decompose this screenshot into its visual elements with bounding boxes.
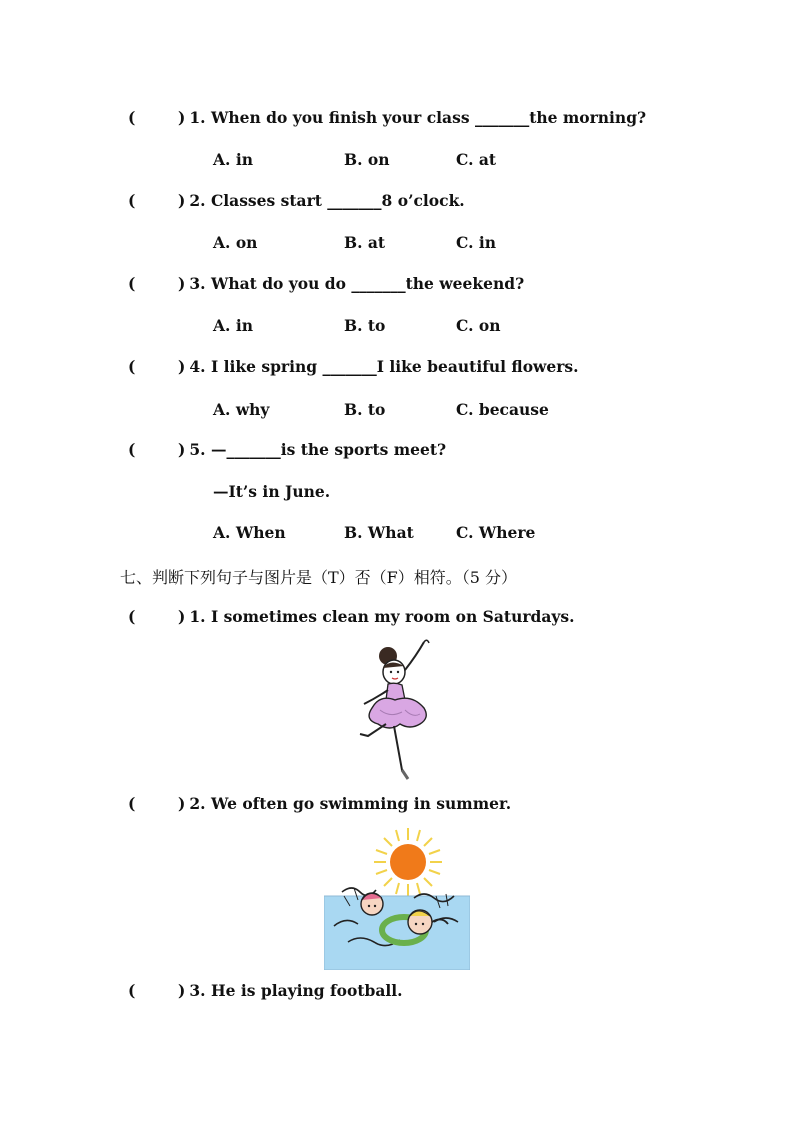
- question-text-post: the morning?: [529, 108, 647, 127]
- question-text: I sometimes clean my room on Saturdays.: [210, 607, 575, 626]
- answer-paren-close: ): [178, 794, 186, 813]
- question-text: He is playing football.: [210, 981, 403, 1000]
- option-a: A. in: [213, 316, 253, 335]
- question-number: 1.: [189, 607, 206, 626]
- question-text-pre: —: [210, 440, 227, 459]
- question-number: 4.: [189, 357, 206, 376]
- option-b: B. on: [344, 150, 390, 169]
- answer-paren-open: (: [128, 108, 136, 127]
- mc-question-4: [128, 357, 579, 376]
- question-blank: _______: [351, 274, 406, 293]
- question-number: 2.: [189, 191, 206, 210]
- mc-question-1: [128, 108, 646, 127]
- ballet-dancer-image: [350, 638, 440, 780]
- answer-paren-close: ): [178, 274, 186, 293]
- question-number: 2.: [189, 794, 206, 813]
- question-number: 1.: [189, 108, 206, 127]
- mc-question-2: [128, 191, 465, 210]
- question-text-post: is the sports meet?: [280, 440, 447, 459]
- question-blank: _______: [226, 440, 281, 459]
- option-b: B. What: [344, 523, 414, 542]
- answer-paren-open: (: [128, 191, 136, 210]
- ballet-dancer-icon: [350, 638, 440, 780]
- question-text-pre: When do you finish your class: [210, 108, 475, 127]
- section-title: 七、判断下列句子与图片是（T）否（F）相符。（5 分）: [120, 568, 518, 587]
- answer-paren-open: (: [128, 794, 136, 813]
- option-b: B. to: [344, 400, 386, 419]
- swimming-children-icon: [324, 826, 470, 970]
- option-a: A. When: [213, 523, 286, 542]
- question-text-pre: I like spring: [210, 357, 323, 376]
- option-c: C. at: [456, 150, 497, 169]
- mc-question-3: [128, 274, 524, 293]
- tf-question-3: [128, 981, 403, 1000]
- question-text-pre: What do you do: [210, 274, 352, 293]
- question-text-post: 8 o’clock.: [381, 191, 465, 210]
- dialogue-answer: —It’s in June.: [213, 482, 331, 501]
- answer-paren-close: ): [178, 440, 186, 459]
- tf-question-1: [128, 607, 575, 626]
- question-text-pre: Classes start: [210, 191, 328, 210]
- swimming-image: [324, 826, 470, 970]
- answer-paren-open: (: [128, 440, 136, 459]
- answer-paren-close: ): [178, 607, 186, 626]
- answer-paren-open: (: [128, 357, 136, 376]
- question-text-post: I like beautiful flowers.: [376, 357, 579, 376]
- question-text-post: the weekend?: [405, 274, 525, 293]
- option-a: A. in: [213, 150, 253, 169]
- answer-paren-close: ): [178, 981, 186, 1000]
- tf-question-2: [128, 794, 511, 813]
- question-blank: _______: [327, 191, 382, 210]
- question-blank: _______: [322, 357, 377, 376]
- answer-paren-close: ): [178, 191, 186, 210]
- option-a: A. on: [213, 233, 258, 252]
- option-a: A. why: [213, 400, 270, 419]
- question-number: 3.: [189, 981, 206, 1000]
- option-c: C. in: [456, 233, 497, 252]
- option-c: C. Where: [456, 523, 536, 542]
- answer-paren-close: ): [178, 357, 186, 376]
- option-b: B. to: [344, 316, 386, 335]
- mc-question-5: [128, 440, 446, 459]
- option-c: C. because: [456, 400, 549, 419]
- question-number: 5.: [189, 440, 206, 459]
- option-b: B. at: [344, 233, 386, 252]
- question-text: We often go swimming in summer.: [210, 794, 512, 813]
- question-blank: _______: [474, 108, 530, 127]
- question-number: 3.: [189, 274, 206, 293]
- answer-paren-open: (: [128, 607, 136, 626]
- answer-paren-open: (: [128, 274, 136, 293]
- answer-paren-close: ): [178, 108, 186, 127]
- answer-paren-open: (: [128, 981, 136, 1000]
- option-c: C. on: [456, 316, 501, 335]
